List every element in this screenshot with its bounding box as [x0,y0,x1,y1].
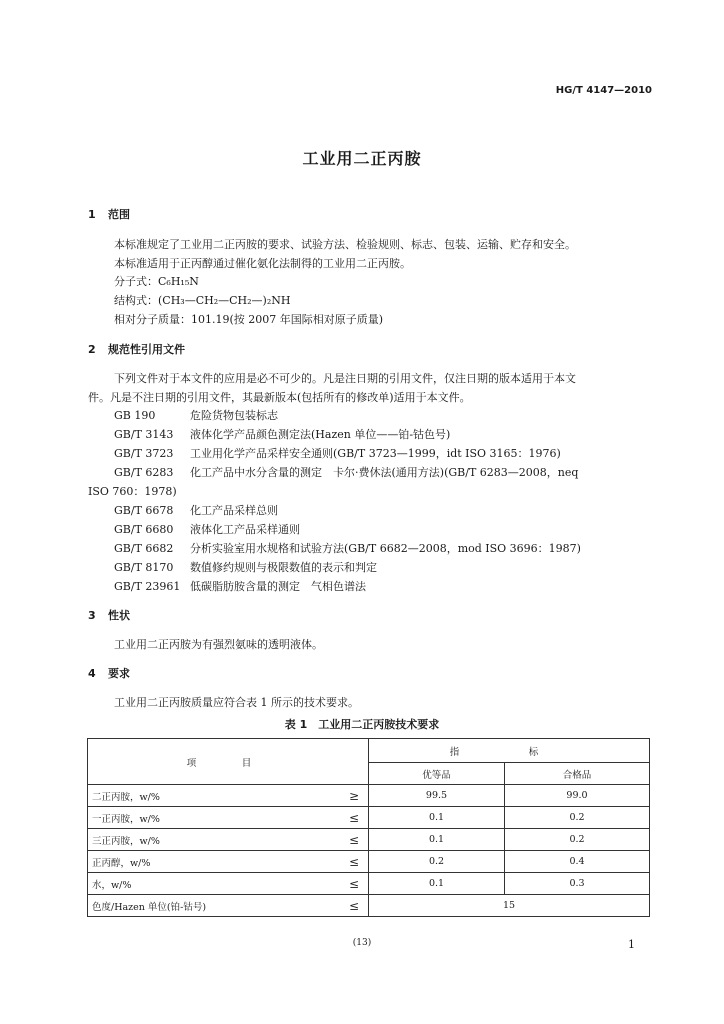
grade2-value: 99.0 [505,785,650,807]
section-number: 1 [88,208,96,221]
reference-item [114,578,366,594]
reference-title: 工业用化学产品采样安全通则(GB/T 3723—1999，idt ISO 3165：1976) [190,447,561,460]
references-intro-line1: 下列文件对于本文件的应用是必不可少的。凡是注日期的引用文件，仅注日期的版本适用于本文 [114,372,576,385]
reference-title: 化工产品采样总则 [190,504,278,517]
reference-code: GB/T 8170 [114,561,174,574]
reference-title: 数值修约规则与极限数值的表示和判定 [190,561,377,574]
table-row [88,829,650,851]
section-number: 2 [88,343,96,356]
reference-item [114,559,377,575]
page-number-center: (13) [352,938,372,948]
properties-paragraph: 工业用二正丙胺为有强烈氨味的透明液体。 [114,638,323,651]
molecular-formula: 分子式：C₆H₁₅N [114,275,199,288]
reference-item [114,445,561,461]
reference-item [114,407,278,423]
requirements-table [87,738,650,917]
molecular-mass: 相对分子质量：101.19(按 2007 年国际相对原子质量) [114,313,384,326]
reference-code: GB/T 6283 [114,466,174,479]
reference-item [114,540,581,556]
page-number-right: 1 [628,938,635,951]
reference-title: 液体化工产品采样通则 [190,523,300,536]
index-column-header: 指 标 [369,739,650,763]
section-4-heading [88,665,130,681]
grade2-value: 0.4 [505,851,650,873]
grade2-value: 0.2 [505,807,650,829]
reference-item [114,464,578,480]
item-cell: 一正丙胺，w/% [88,807,341,829]
table-caption: 表 1 工业用二正丙胺技术要求 [284,718,440,731]
reference-title: 危险货物包装标志 [190,409,278,422]
scope-paragraph: 本标准规定了工业用二正丙胺的要求、试验方法、检验规则、标志、包装、运输、贮存和安全。 [114,238,576,251]
item-cell: 色度/Hazen 单位(铂-钴号) [88,895,341,917]
reference-code: GB/T 6682 [114,542,174,555]
item-cell: 正丙醇，w/% [88,851,341,873]
section-3-heading [88,607,130,623]
item-cell: 三正丙胺，w/% [88,829,341,851]
operator-cell: ≤ [340,851,369,873]
reference-title: 低碳脂肪胺含量的测定 气相色谱法 [190,580,366,593]
grade1-value: 99.5 [369,785,505,807]
table-row [88,895,650,917]
merged-value: 15 [369,895,650,917]
section-title: 性状 [108,609,130,622]
reference-continuation: ISO 760：1978) [88,485,177,498]
operator-cell: ≤ [340,895,369,917]
grade1-value: 0.1 [369,807,505,829]
reference-code: GB/T 3143 [114,428,174,441]
table-row [88,785,650,807]
table-header-row [88,739,650,763]
reference-code: GB 190 [114,409,156,422]
grade1-header: 优等品 [369,763,505,785]
grade2-value: 0.3 [505,873,650,895]
item-cell: 水，w/% [88,873,341,895]
grade1-value: 0.2 [369,851,505,873]
grade1-value: 0.1 [369,829,505,851]
reference-code: GB/T 6678 [114,504,174,517]
reference-item [114,502,278,518]
operator-cell: ≤ [340,873,369,895]
requirements-paragraph: 工业用二正丙胺质量应符合表 1 所示的技术要求。 [114,696,359,709]
item-column-header: 项 目 [88,739,369,785]
section-2-heading [88,341,185,357]
section-title: 规范性引用文件 [108,343,185,356]
grade2-value: 0.2 [505,829,650,851]
grade2-header: 合格品 [505,763,650,785]
reference-title: 化工产品中水分含量的测定 卡尔·费休法(通用方法)(GB/T 6283—2008，neq [190,466,579,479]
reference-title: 液体化学产品颜色测定法(Hazen 单位——铂-钴色号) [190,428,451,441]
section-number: 4 [88,667,96,680]
section-title: 范围 [108,208,130,221]
reference-code: GB/T 3723 [114,447,174,460]
grade1-value: 0.1 [369,873,505,895]
table-row [88,851,650,873]
item-cell: 二正丙胺，w/% [88,785,341,807]
operator-cell: ≤ [340,829,369,851]
table-row [88,873,650,895]
operator-cell: ≤ [340,807,369,829]
applicability-paragraph: 本标准适用于正丙醇通过催化氨化法制得的工业用二正丙胺。 [114,257,411,270]
section-1-heading [88,206,130,222]
structural-formula: 结构式：(CH₃—CH₂—CH₂—)₂NH [114,294,291,307]
reference-item [114,426,450,442]
reference-item [114,521,300,537]
operator-cell: ≥ [340,785,369,807]
references-intro-line2: 件。凡是不注日期的引用文件，其最新版本(包括所有的修改单)适用于本文件。 [88,391,471,404]
table-row [88,807,650,829]
reference-code: GB/T 6680 [114,523,174,536]
reference-title: 分析实验室用水规格和试验方法(GB/T 6682—2008，mod ISO 3696：1987) [190,542,581,555]
document-title: 工业用二正丙胺 [302,149,422,168]
reference-code: GB/T 23961 [114,580,181,593]
section-title: 要求 [108,667,130,680]
standard-code: HG/T 4147—2010 [555,85,652,96]
section-number: 3 [88,609,96,622]
